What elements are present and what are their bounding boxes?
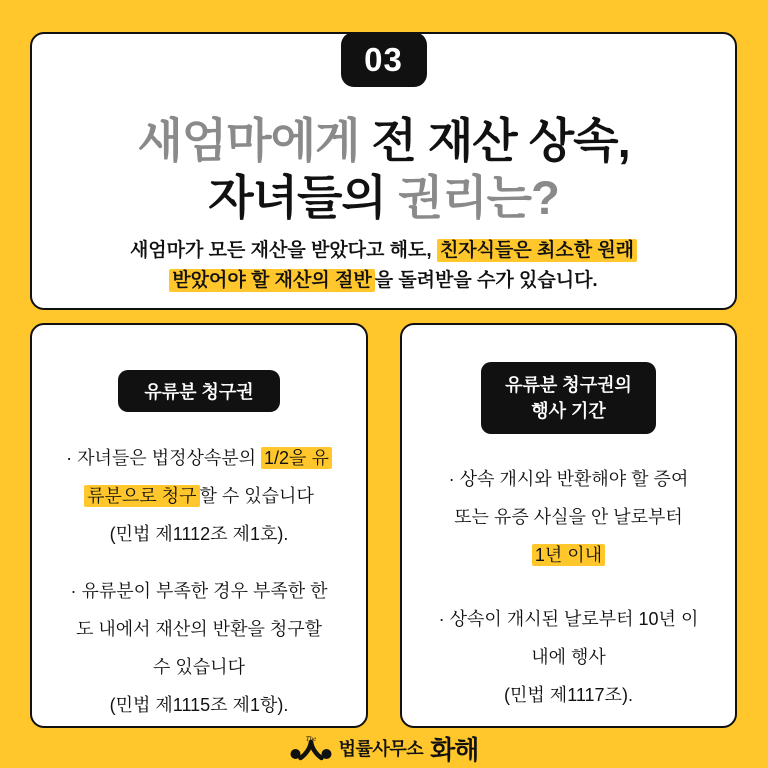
exercise-period-card bbox=[400, 323, 737, 728]
exercise-period-bullet-1: · 상속 개시와 반환해야 할 증여 또는 유증 사실을 안 날로부터 1년 이내 bbox=[448, 469, 689, 565]
top-card bbox=[30, 32, 737, 310]
claim-right-bullet-1: · 자녀들은 법정상속분의 1/2을 유 류분으로 청구 할 수 있습니다 (민법 제1112조 제1호). bbox=[32, 439, 366, 553]
main-title: 새엄마에게 전 재산 상속, 자녀들의 권리는? bbox=[137, 114, 630, 224]
exercise-period-badge: 유류분 청구권의 행사 기간 bbox=[481, 362, 656, 434]
svg-text:The: The bbox=[305, 735, 316, 743]
page-number-badge bbox=[341, 32, 427, 87]
footer-logo bbox=[0, 731, 768, 765]
intro-text: 새엄마가 모든 재산을 받았다고 해도, 친자식들은 최소한 원래 받았어야 할 재산의 절반 을 돌려받을 수가 있습니다. bbox=[32, 236, 735, 296]
page-number: 03 bbox=[364, 40, 403, 78]
firm-type-label: 법률사무소 bbox=[338, 739, 424, 759]
firm-name-label: 화해 bbox=[430, 734, 479, 765]
claim-right-badge: 유류분 청구권 bbox=[118, 370, 279, 412]
claim-right-card bbox=[30, 323, 368, 728]
hwahae-people-logo-icon bbox=[290, 733, 332, 763]
claim-right-bullet-2: · 유류분이 부족한 경우 부족한 한 도 내에서 재산의 반환을 청구할 수 있습니다 (민법 제1115조 제1항). bbox=[70, 581, 328, 715]
exercise-period-bullet-2: · 상속이 개시된 날로부터 10년 이 내에 행사 (민법 제1117조). bbox=[438, 609, 699, 705]
